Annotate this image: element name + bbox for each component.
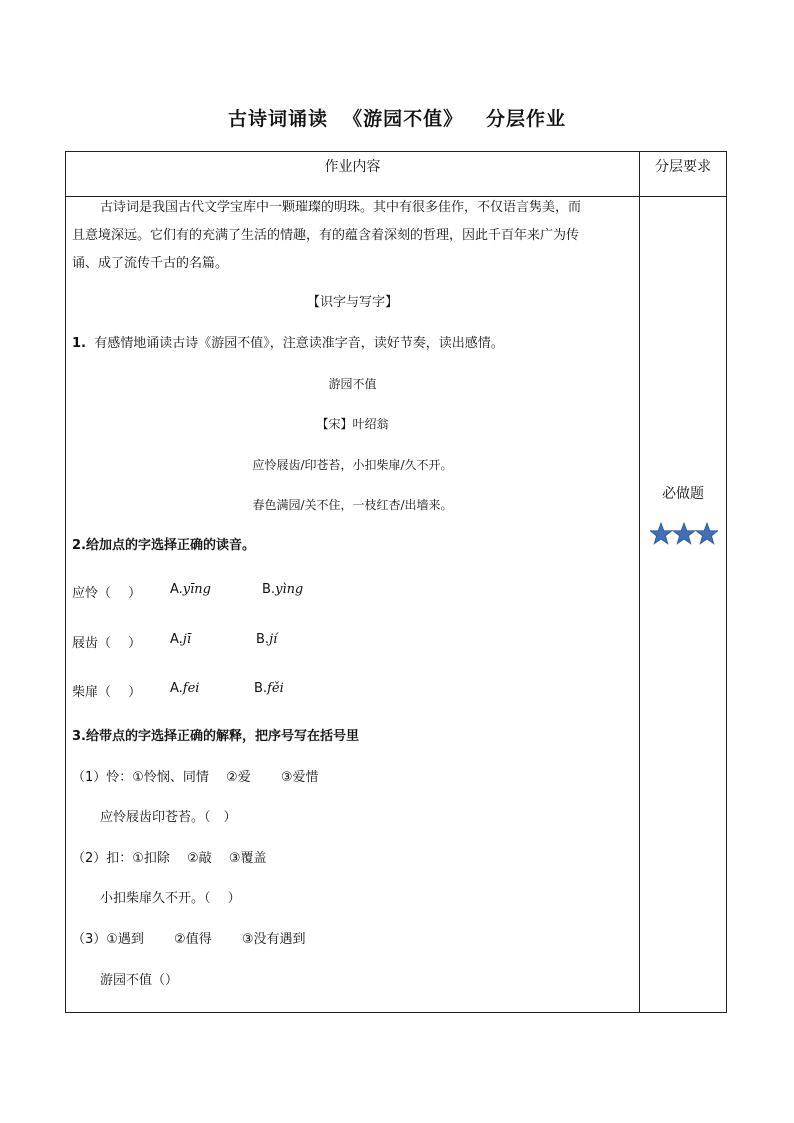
q3-part-2: （2）扣：①扣除 ②敲 ③覆盖 <box>72 851 267 866</box>
option-b-label: B. <box>256 632 270 647</box>
star-icon <box>673 523 695 544</box>
option-a-pinyin: jī <box>182 632 191 647</box>
requirement-label: 必做题 <box>662 486 704 502</box>
header-level-cell <box>640 152 727 197</box>
poem-line-1: 应怜屐齿/印苍苔，小扣柴扉/久不开。 <box>252 458 453 472</box>
section-title: 【识字与写字】 <box>306 295 398 310</box>
option-b-pinyin: jí <box>269 632 278 647</box>
option-a-label: A. <box>170 582 183 597</box>
homework-table <box>65 151 727 1013</box>
q2-item-option-b <box>254 681 284 696</box>
q3-part-1: （1）怜：①怜悯、同情 ②爱 ③爱惜 <box>72 770 319 785</box>
q3-part-3: （3）①遇到 ②值得 ③没有遇到 <box>72 932 306 947</box>
header-level: 分层要求 <box>655 159 711 175</box>
option-a-pinyin: fei <box>182 681 200 696</box>
difficulty-stars <box>650 522 718 548</box>
header-content-cell <box>66 152 640 197</box>
q3-part-3-sentence: 游园不值（） <box>100 973 179 988</box>
question-2: 2.给加点的字选择正确的读音。 <box>72 538 255 553</box>
question-1-text: 有感情地诵读古诗《游园不值》，注意读准字音，读好节奏，读出感情。 <box>94 336 504 351</box>
q2-item-word: 屐齿（ ） <box>72 636 142 651</box>
question-3: 3.给带点的字选择正确的解释，把序号写在括号里 <box>72 729 359 744</box>
header-content: 作业内容 <box>324 159 381 175</box>
intro-line-1: 古诗词是我国古代文学宝库中一颗璀璨的明珠。其中有很多佳作，不仅语言隽美，而 <box>100 200 582 215</box>
content-cell <box>66 197 640 1013</box>
page-title: 古诗词诵读 《游园不值》 分层作业 <box>227 108 567 130</box>
question-1-number: 1. <box>72 336 86 351</box>
option-b-pinyin: fěi <box>267 681 284 696</box>
option-b-label: B. <box>262 582 276 597</box>
q2-item-word: 柴扉（ ） <box>72 685 142 700</box>
question-1 <box>72 335 633 353</box>
option-a-label: A. <box>170 681 183 696</box>
q2-item-option-b <box>256 632 277 647</box>
poem-title: 游园不值 <box>328 377 377 391</box>
q3-part-2-sentence: 小扣柴扉久不开。（ ） <box>100 891 241 906</box>
level-cell <box>640 197 727 1013</box>
q2-item-option-a <box>170 632 191 647</box>
option-b-pinyin: yìng <box>275 582 304 597</box>
option-a-pinyin: yīng <box>182 582 211 597</box>
q2-item-word: 应怜（ ） <box>72 586 142 601</box>
poem-author: 【宋】叶绍翁 <box>316 417 389 431</box>
intro-line-3: 诵、成了流传千古的名篇。 <box>72 256 229 271</box>
poem-line-2: 春色满园/关不住，一枝红杏/出墙来。 <box>252 498 453 512</box>
intro-line-2: 且意境深远。它们有的充满了生活的情趣，有的蕴含着深刻的哲理，因此千百年来广为传 <box>72 228 580 243</box>
q2-item-option-a <box>170 582 211 597</box>
q2-item-option-b <box>262 582 303 597</box>
option-a-label: A. <box>170 632 183 647</box>
option-b-label: B. <box>254 681 268 696</box>
star-icon <box>696 523 718 544</box>
star-icon <box>650 523 672 544</box>
q3-part-1-sentence: 应怜屐齿印苍苔。（ ） <box>100 810 237 825</box>
q2-item-option-a <box>170 681 199 696</box>
